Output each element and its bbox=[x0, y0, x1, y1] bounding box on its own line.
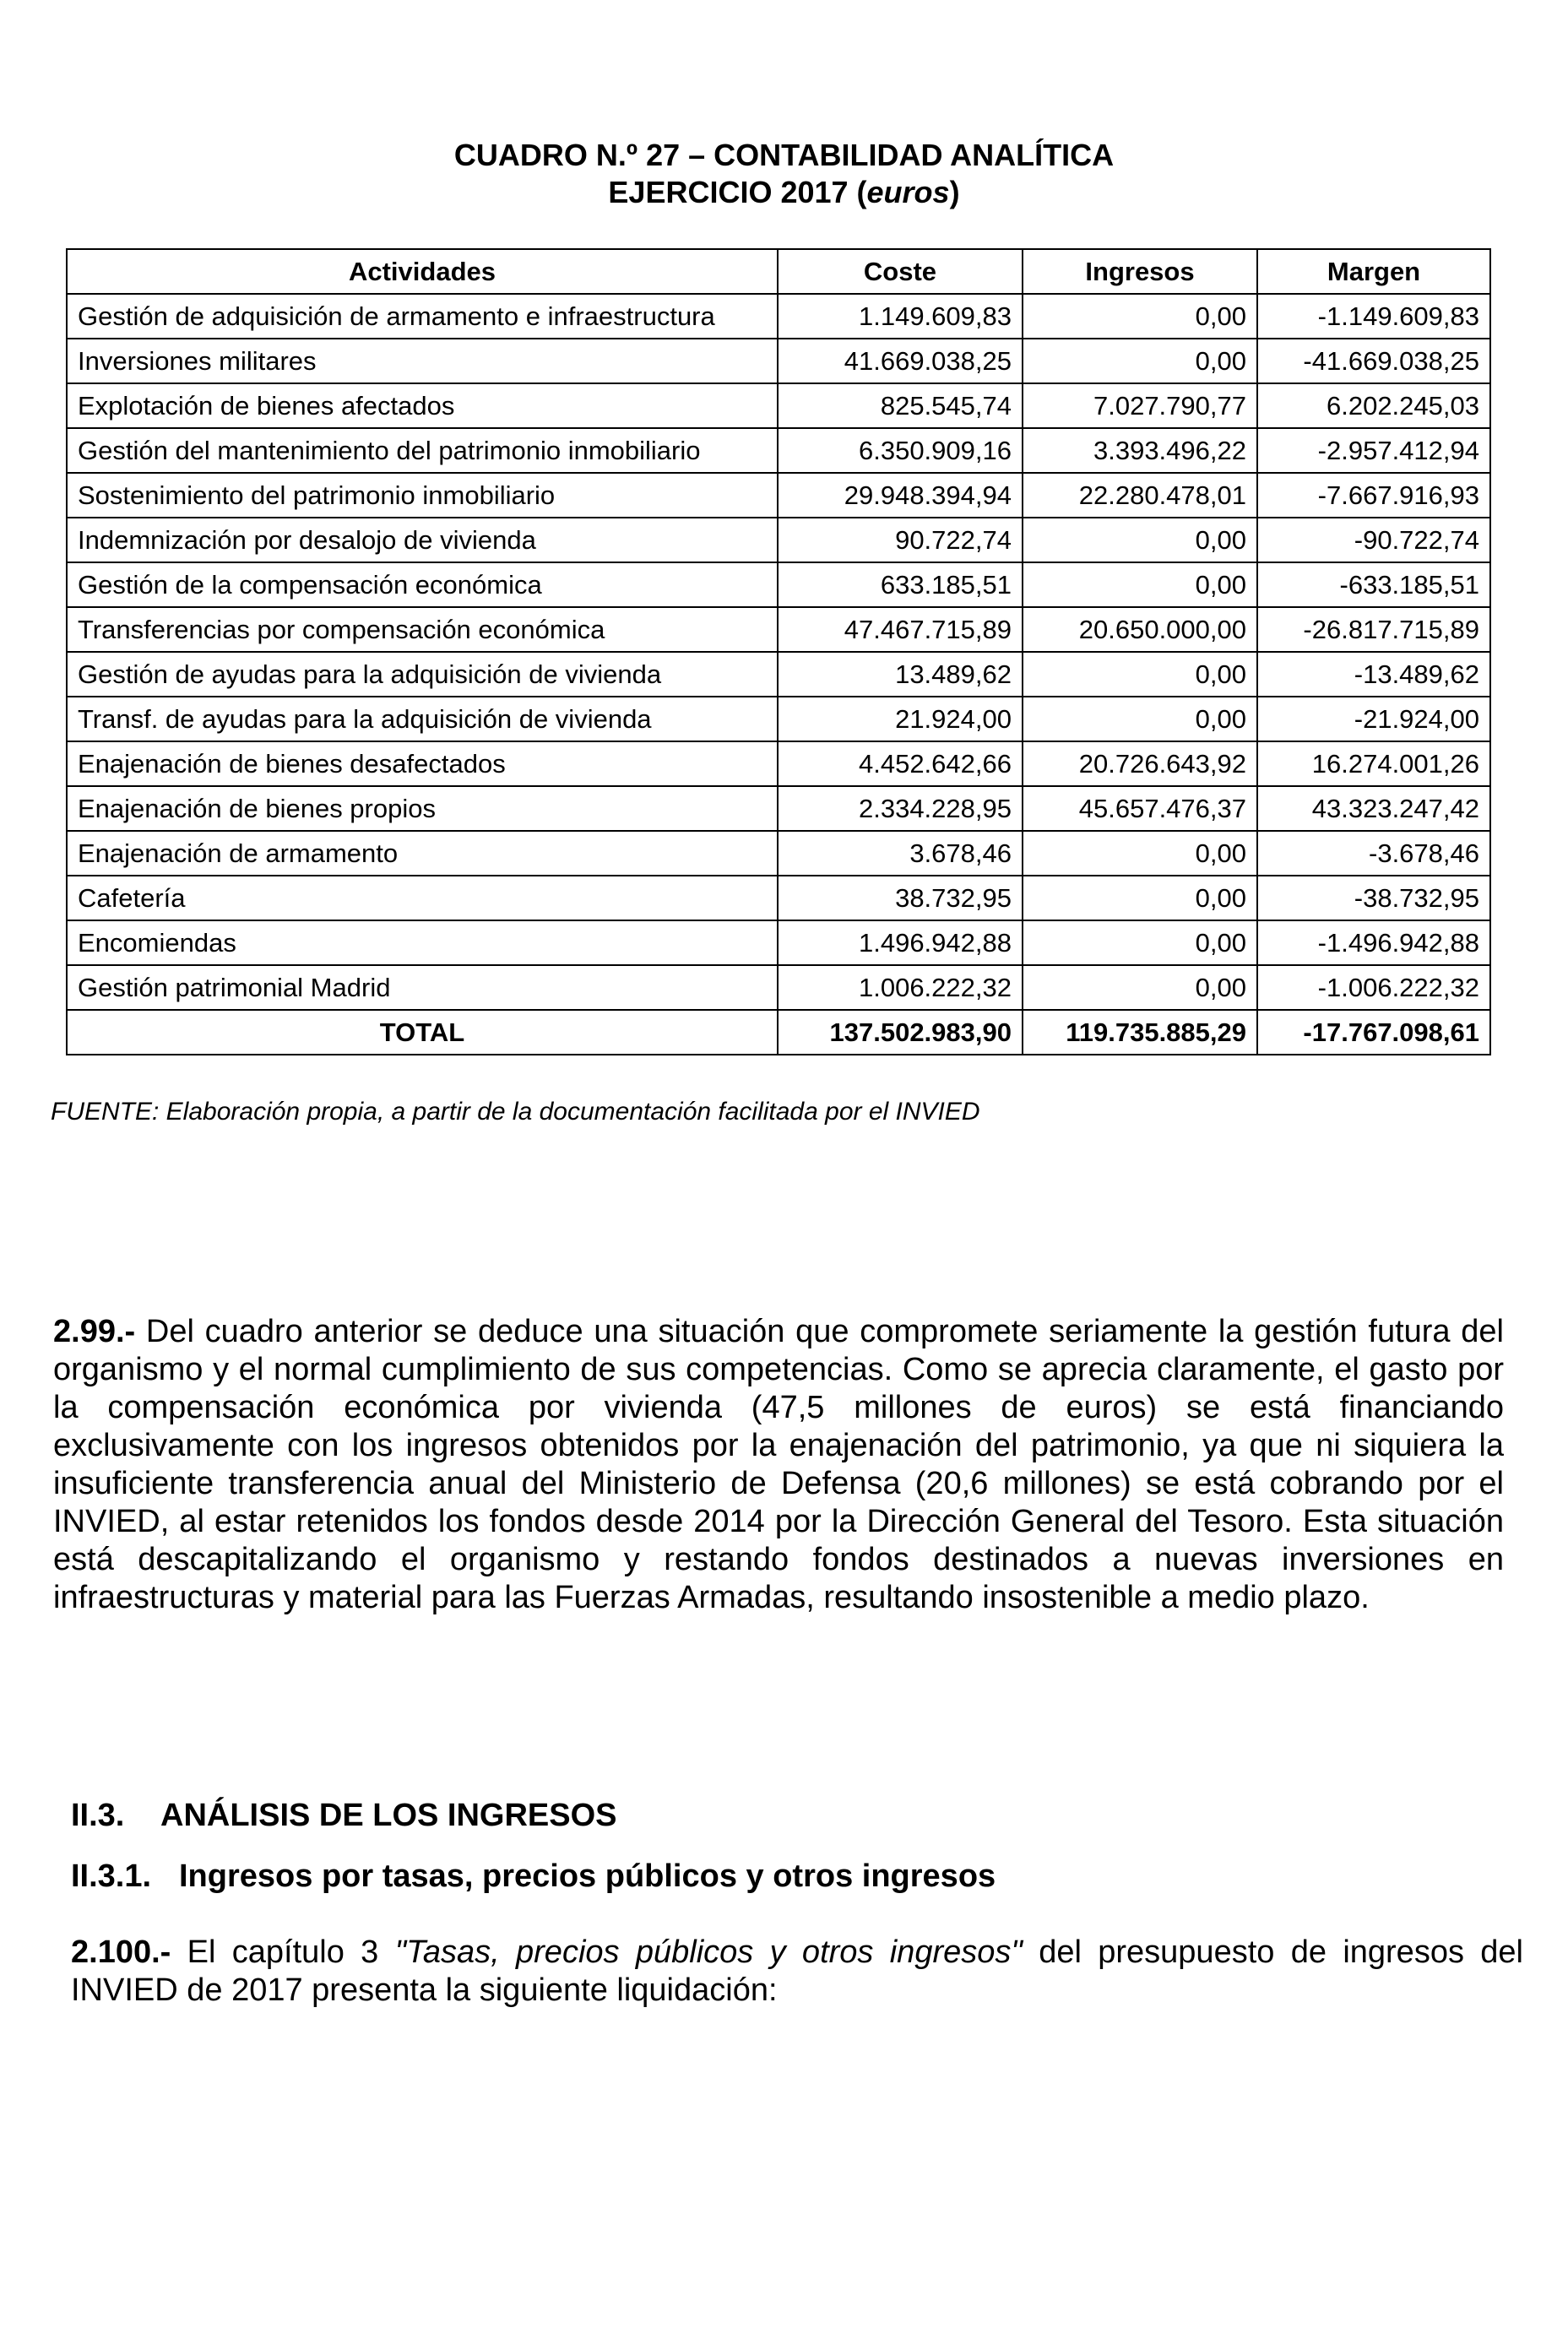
coste-cell: 90.722,74 bbox=[778, 518, 1023, 562]
table-row bbox=[67, 518, 1490, 562]
activity-cell: Transferencias por compensación económica bbox=[67, 607, 778, 652]
total-ingresos: 119.735.885,29 bbox=[1023, 1010, 1257, 1055]
table-row bbox=[67, 741, 1490, 786]
margen-cell: 43.323.247,42 bbox=[1257, 786, 1490, 831]
margen-cell: -1.149.609,83 bbox=[1257, 294, 1490, 339]
activity-cell: Gestión de la compensación económica bbox=[67, 562, 778, 607]
table-row bbox=[67, 965, 1490, 1010]
activity-cell: Transf. de ayudas para la adquisición de vivienda bbox=[67, 697, 778, 741]
coste-cell: 47.467.715,89 bbox=[778, 607, 1023, 652]
subsection-title: Ingresos por tasas, precios públicos y otros ingresos bbox=[179, 1858, 996, 1894]
total-margen: -17.767.098,61 bbox=[1257, 1010, 1490, 1055]
coste-cell: 38.732,95 bbox=[778, 876, 1023, 920]
margen-cell: -1.496.942,88 bbox=[1257, 920, 1490, 965]
activity-cell: Gestión patrimonial Madrid bbox=[67, 965, 778, 1010]
paragraph-2-100 bbox=[71, 1934, 1523, 2010]
activity-cell: Explotación de bienes afectados bbox=[67, 383, 778, 428]
table-row bbox=[67, 607, 1490, 652]
table-row bbox=[67, 652, 1490, 697]
section-heading bbox=[71, 1797, 617, 1835]
ingresos-cell: 0,00 bbox=[1023, 652, 1257, 697]
paragraph-number: 2.99.- bbox=[53, 1314, 136, 1349]
subsection-number: II.3.1. bbox=[71, 1858, 152, 1894]
quoted-chapter-title: "Tasas, precios públicos y otros ingresos" bbox=[394, 1934, 1023, 1970]
ingresos-cell: 45.657.476,37 bbox=[1023, 786, 1257, 831]
ingresos-cell: 0,00 bbox=[1023, 965, 1257, 1010]
ingresos-cell: 22.280.478,01 bbox=[1023, 473, 1257, 518]
ingresos-cell: 7.027.790,77 bbox=[1023, 383, 1257, 428]
table-row bbox=[67, 428, 1490, 473]
coste-cell: 633.185,51 bbox=[778, 562, 1023, 607]
table-row bbox=[67, 383, 1490, 428]
coste-cell: 1.496.942,88 bbox=[778, 920, 1023, 965]
table-row bbox=[67, 294, 1490, 339]
paragraph-text-after: del presupuesto de ingresos del INVIED de 2017 presenta la siguiente liquidación: bbox=[71, 1934, 1523, 2008]
table-total-row bbox=[67, 1010, 1490, 1055]
margen-cell: -38.732,95 bbox=[1257, 876, 1490, 920]
table-row bbox=[67, 920, 1490, 965]
ingresos-cell: 20.726.643,92 bbox=[1023, 741, 1257, 786]
coste-cell: 4.452.642,66 bbox=[778, 741, 1023, 786]
paragraph-2-99 bbox=[53, 1313, 1504, 1617]
coste-cell: 825.545,74 bbox=[778, 383, 1023, 428]
table-caption-year bbox=[0, 174, 1568, 211]
activity-cell: Inversiones militares bbox=[67, 339, 778, 383]
ingresos-cell: 3.393.496,22 bbox=[1023, 428, 1257, 473]
column-header-actividades: Actividades bbox=[67, 249, 778, 294]
ingresos-cell: 0,00 bbox=[1023, 562, 1257, 607]
activity-cell: Cafetería bbox=[67, 876, 778, 920]
activity-cell: Enajenación de armamento bbox=[67, 831, 778, 876]
margen-cell: -2.957.412,94 bbox=[1257, 428, 1490, 473]
coste-cell: 6.350.909,16 bbox=[778, 428, 1023, 473]
coste-cell: 29.948.394,94 bbox=[778, 473, 1023, 518]
activity-cell: Gestión de ayudas para la adquisición de vivienda bbox=[67, 652, 778, 697]
section-number: II.3. bbox=[71, 1798, 125, 1833]
table-caption-title: CUADRO N.º 27 – CONTABILIDAD ANALÍTICA bbox=[453, 138, 1115, 172]
table-row bbox=[67, 339, 1490, 383]
activity-cell: Encomiendas bbox=[67, 920, 778, 965]
coste-cell: 1.149.609,83 bbox=[778, 294, 1023, 339]
activity-cell: Enajenación de bienes propios bbox=[67, 786, 778, 831]
section-title: ANÁLISIS DE LOS INGRESOS bbox=[160, 1798, 617, 1833]
margen-cell: 6.202.245,03 bbox=[1257, 383, 1490, 428]
activity-cell: Gestión del mantenimiento del patrimonio inmobiliario bbox=[67, 428, 778, 473]
margen-cell: -13.489,62 bbox=[1257, 652, 1490, 697]
margen-cell: -3.678,46 bbox=[1257, 831, 1490, 876]
paragraph-number: 2.100.- bbox=[71, 1934, 171, 1970]
table-row bbox=[67, 697, 1490, 741]
ingresos-cell: 0,00 bbox=[1023, 697, 1257, 741]
coste-cell: 1.006.222,32 bbox=[778, 965, 1023, 1010]
ingresos-cell: 0,00 bbox=[1023, 518, 1257, 562]
ingresos-cell: 0,00 bbox=[1023, 831, 1257, 876]
analytic-accounting-table bbox=[66, 248, 1491, 1055]
table-row bbox=[67, 562, 1490, 607]
total-label: TOTAL bbox=[67, 1010, 778, 1055]
ingresos-cell: 0,00 bbox=[1023, 920, 1257, 965]
margen-cell: -41.669.038,25 bbox=[1257, 339, 1490, 383]
table-header-row bbox=[67, 249, 1490, 294]
coste-cell: 21.924,00 bbox=[778, 697, 1023, 741]
table-row bbox=[67, 831, 1490, 876]
total-coste: 137.502.983,90 bbox=[778, 1010, 1023, 1055]
margen-cell: -21.924,00 bbox=[1257, 697, 1490, 741]
subsection-heading bbox=[71, 1858, 996, 1896]
coste-cell: 41.669.038,25 bbox=[778, 339, 1023, 383]
ingresos-cell: 0,00 bbox=[1023, 876, 1257, 920]
activity-cell: Enajenación de bienes desafectados bbox=[67, 741, 778, 786]
ingresos-cell: 20.650.000,00 bbox=[1023, 607, 1257, 652]
column-header-coste: Coste bbox=[778, 249, 1023, 294]
table-row bbox=[67, 876, 1490, 920]
margen-cell: -1.006.222,32 bbox=[1257, 965, 1490, 1010]
activity-cell: Sostenimiento del patrimonio inmobiliario bbox=[67, 473, 778, 518]
coste-cell: 3.678,46 bbox=[778, 831, 1023, 876]
table-row bbox=[67, 786, 1490, 831]
ingresos-cell: 0,00 bbox=[1023, 339, 1257, 383]
column-header-margen: Margen bbox=[1257, 249, 1490, 294]
margen-cell: -7.667.916,93 bbox=[1257, 473, 1490, 518]
table-body bbox=[67, 294, 1490, 1010]
table-row bbox=[67, 473, 1490, 518]
caption-prefix: EJERCICIO 2017 ( bbox=[608, 175, 867, 209]
activity-cell: Indemnización por desalojo de vivienda bbox=[67, 518, 778, 562]
margen-cell: -26.817.715,89 bbox=[1257, 607, 1490, 652]
ingresos-cell: 0,00 bbox=[1023, 294, 1257, 339]
paragraph-text-before: El capítulo 3 bbox=[171, 1934, 395, 1970]
caption-suffix: ) bbox=[949, 175, 960, 209]
margen-cell: 16.274.001,26 bbox=[1257, 741, 1490, 786]
caption-unit: euros bbox=[866, 175, 950, 209]
coste-cell: 13.489,62 bbox=[778, 652, 1023, 697]
activity-cell: Gestión de adquisición de armamento e infraestructura bbox=[67, 294, 778, 339]
margen-cell: -90.722,74 bbox=[1257, 518, 1490, 562]
margen-cell: -633.185,51 bbox=[1257, 562, 1490, 607]
coste-cell: 2.334.228,95 bbox=[778, 786, 1023, 831]
source-note: FUENTE: Elaboración propia, a partir de la documentación facilitada por el INVIED bbox=[51, 1098, 980, 1126]
column-header-ingresos: Ingresos bbox=[1023, 249, 1257, 294]
paragraph-text: Del cuadro anterior se deduce una situación que compromete seriamente la gestión futura del organismo y el normal cumplimiento de sus competencias. Como se aprecia claramente, el gasto por la compensación económica por vivienda (47,5 millones de euros) se está financiando exclusivamente con los ingresos obtenidos por la enajenación del patrimonio, ya que ni siquiera la insuficiente transferencia anual del Ministerio de Defensa (20,6 millones) se está cobrando por el INVIED, al estar retenidos los fondos desde 2014 por la Dirección General del Tesoro. Esta situación está descapitalizando el organismo y restando fondos destinados a nuevas inversiones en infraestructuras y material para las Fuerzas Armadas, resultando insostenible a medio plazo. bbox=[53, 1314, 1504, 1615]
